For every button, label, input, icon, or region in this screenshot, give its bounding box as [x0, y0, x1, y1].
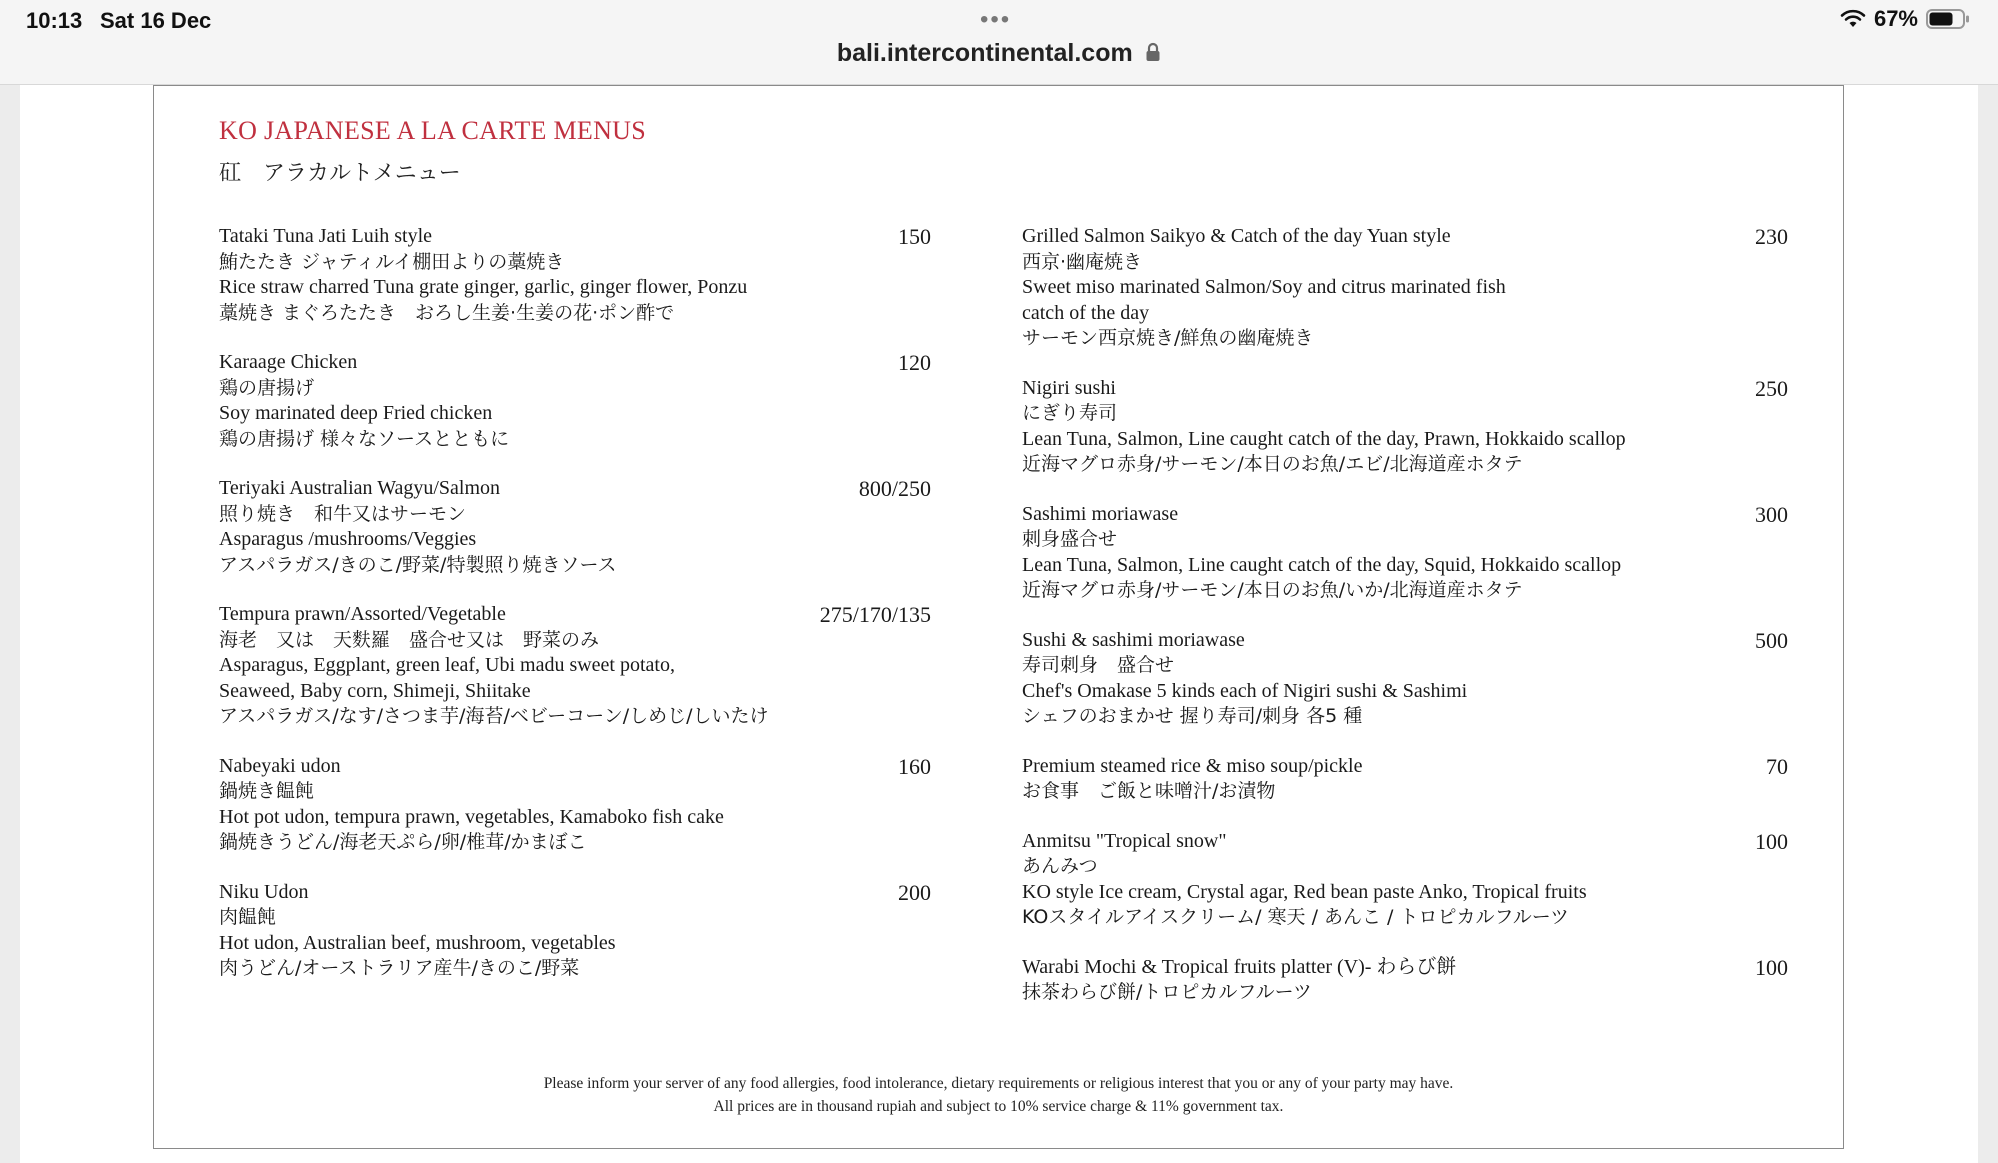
menu-item-name: Tempura prawn/Assorted/Vegetable: [219, 603, 506, 625]
menu-item-price: 300: [1755, 501, 1788, 527]
menu-item-name: Premium steamed rice & miso soup/pickle: [1022, 754, 1363, 777]
menu-item-price: 160: [898, 753, 931, 779]
menu-item-price: 150: [898, 224, 931, 249]
wifi-icon: [1840, 9, 1866, 29]
menu-item-price: 230: [1755, 224, 1788, 249]
menu-item-price: 500: [1755, 627, 1788, 653]
menu-item-price: 200: [898, 879, 931, 905]
menu-item-japanese: 鍋焼き饂飩: [219, 780, 315, 802]
menu-item-price: 100: [1755, 828, 1788, 854]
menu-item-description: Rice straw charred Tuna grate ginger, garlic, ginger flower, Ponzu: [219, 276, 748, 298]
menu-item: [1022, 224, 1788, 352]
menu-item-japanese: 肉饂飩: [219, 906, 277, 928]
menu-item-japanese: 抹茶わらび餅/トロピカルフルーツ: [1022, 981, 1312, 1003]
url-text[interactable]: bali.intercontinental.com: [836, 39, 1133, 67]
menu-title: KO JAPANESE A LA CARTE MENUS: [219, 116, 647, 145]
menu-item-japanese: 刺身盛合せ: [1022, 528, 1118, 550]
menu-item-description: Hot udon, Australian beef, mushroom, vegetables: [219, 931, 616, 954]
menu-item-price: 100: [1755, 954, 1788, 980]
menu-item-description: Seaweed, Baby corn, Shimeji, Shiitake: [219, 679, 531, 702]
page-content[interactable]: [20, 85, 1978, 1163]
menu-item-description: Lean Tuna, Salmon, Line caught catch of the day, Squid, Hokkaido scallop: [1022, 553, 1622, 576]
address-bar[interactable]: [0, 40, 1998, 85]
menu-item-japanese: にぎり寿司: [1022, 402, 1118, 424]
menu-item-japanese: 寿司刺身 盛合せ: [1022, 654, 1175, 676]
menu-item: [1022, 754, 1788, 805]
page-edge-right: [1978, 85, 1998, 1163]
menu-item: [219, 754, 931, 856]
menu-item: [219, 476, 931, 578]
menu-item-japanese: 鶏の唐揚げ: [219, 376, 315, 399]
menu-item: [1022, 955, 1788, 1006]
footer-allergy-note: Please inform your server of any food allergies, food intolerance, dietary requirements or religious interest that you or any of your party may have.: [543, 1075, 1454, 1092]
menu-item-japanese: アスパラガス/なす/さつま芋/海苔/ベビーコーン/しめじ/しいたけ: [219, 705, 769, 727]
menu-footer: [154, 1072, 1843, 1118]
menu-item-price: 70: [1766, 753, 1788, 779]
menu-item: [1022, 376, 1788, 478]
menu-item-japanese: 近海マグロ赤身/サーモン/本日のお魚/エビ/北海道産ホタテ: [1022, 453, 1523, 475]
menu-item-japanese: 肉うどん/オーストラリア産牛/きのこ/野菜: [219, 957, 580, 979]
menu-item-description: Asparagus, Eggplant, green leaf, Ubi madu sweet potato,: [219, 654, 675, 676]
menu-item-name: Warabi Mochi & Tropical fruits platter (V)- わらび餅: [1022, 955, 1457, 978]
menu-item-japanese: 海老 又は 天麩羅 盛合せ又は 野菜のみ: [219, 628, 600, 651]
status-indicators: [1840, 6, 1970, 32]
menu-item-description: Lean Tuna, Salmon, Line caught catch of the day, Prawn, Hokkaido scallop: [1022, 427, 1626, 450]
menu-item-japanese: 照り焼き 和牛又はサーモン: [219, 502, 467, 525]
battery-percent: 67%: [1873, 6, 1918, 31]
menu-item-japanese: 鍋焼きうどん/海老天ぷら/卵/椎茸/かまぼこ: [219, 831, 587, 853]
menu-item-name: Nabeyaki udon: [219, 754, 341, 777]
lock-icon: [1145, 42, 1161, 62]
menu-item: [219, 224, 931, 326]
menu-item-price: 120: [898, 350, 931, 375]
menu-item-name: Teriyaki Australian Wagyu/Salmon: [219, 477, 501, 499]
menu-item-japanese: 近海マグロ赤身/サーモン/本日のお魚/いか/北海道産ホタテ: [1022, 579, 1523, 601]
menu-item-name: Karaage Chicken: [219, 351, 358, 373]
menu-item-name: Niku Udon: [219, 880, 309, 903]
menu-item: [219, 350, 931, 452]
menu-item-name: Anmitsu "Tropical snow": [1022, 829, 1227, 852]
menu-item-japanese: サーモン西京焼き/鮮魚の幽庵焼き: [1022, 327, 1314, 349]
menu-item-price: 275/170/135: [819, 602, 931, 627]
status-date: Sat 16 Dec: [100, 8, 212, 33]
menu-item-description: Soy marinated deep Fried chicken: [219, 402, 493, 424]
footer-price-note: All prices are in thousand rupiah and subject to 10% service charge & 11% government tax.: [713, 1098, 1284, 1115]
menu-item-name: Nigiri sushi: [1022, 376, 1116, 399]
menu-subtitle: 矼 アラカルトメニュー: [219, 161, 461, 186]
menu-item-name: Grilled Salmon Saikyo & Catch of the day Yuan style: [1022, 225, 1451, 247]
menu-item: [219, 602, 931, 730]
menu-item-japanese: 鶏の唐揚げ 様々なソースとともに: [219, 427, 510, 450]
menu-item-name: Sashimi moriawase: [1022, 502, 1179, 525]
menu-document: [153, 85, 1844, 1149]
menu-item: [1022, 829, 1788, 931]
menu-item-description: Asparagus /mushrooms/Veggies: [219, 528, 477, 550]
menu-item-description: Hot pot udon, tempura prawn, vegetables, Kamaboko fish cake: [219, 805, 724, 828]
menu-item-japanese: お食事 ご飯と味噌汁/お漬物: [1022, 780, 1276, 802]
battery-icon: [1926, 9, 1970, 29]
menu-item-price: 800/250: [858, 476, 931, 501]
menu-item-price: 250: [1755, 375, 1788, 401]
menu-item-japanese: KOスタイルアイスクリーム/ 寒天 / あんこ / トロピカルフルーツ: [1022, 906, 1569, 928]
menu-item-japanese: 西京·幽庵焼き: [1022, 250, 1143, 273]
menu-column-left: [219, 224, 931, 1006]
menu-item-japanese: アスパラガス/きのこ/野菜/特製照り焼きソース: [219, 553, 617, 576]
status-time: 10:13: [26, 8, 83, 33]
menu-item-japanese: 鮪たたき ジャティルイ棚田よりの藁焼き: [219, 250, 565, 273]
menu-item-description: Sweet miso marinated Salmon/Soy and citrus marinated fish: [1022, 276, 1506, 298]
menu-item-description: KO style Ice cream, Crystal agar, Red bean paste Anko, Tropical fruits: [1022, 880, 1587, 903]
menu-item-name: Sushi & sashimi moriawase: [1022, 628, 1245, 651]
menu-item-description: catch of the day: [1022, 301, 1150, 324]
page-edge-left: [0, 85, 20, 1163]
menu-item-japanese: 藁焼き まぐろたたき おろし生姜·生姜の花·ポン酢で: [219, 301, 675, 324]
menu-item: [219, 880, 931, 982]
status-bar: [0, 0, 1998, 40]
menu-item-japanese: シェフのおまかせ 握り寿司/刺身 各5 種: [1022, 705, 1363, 727]
menu-column-right: [1022, 224, 1788, 1030]
menu-item: [1022, 502, 1788, 604]
menu-item-name: Tataki Tuna Jati Luih style: [219, 225, 433, 247]
menu-item: [1022, 628, 1788, 730]
multitasking-dots[interactable]: •••: [980, 6, 1012, 33]
menu-item-japanese: あんみつ: [1022, 855, 1098, 877]
menu-item-description: Chef's Omakase 5 kinds each of Nigiri sushi & Sashimi: [1022, 679, 1468, 702]
